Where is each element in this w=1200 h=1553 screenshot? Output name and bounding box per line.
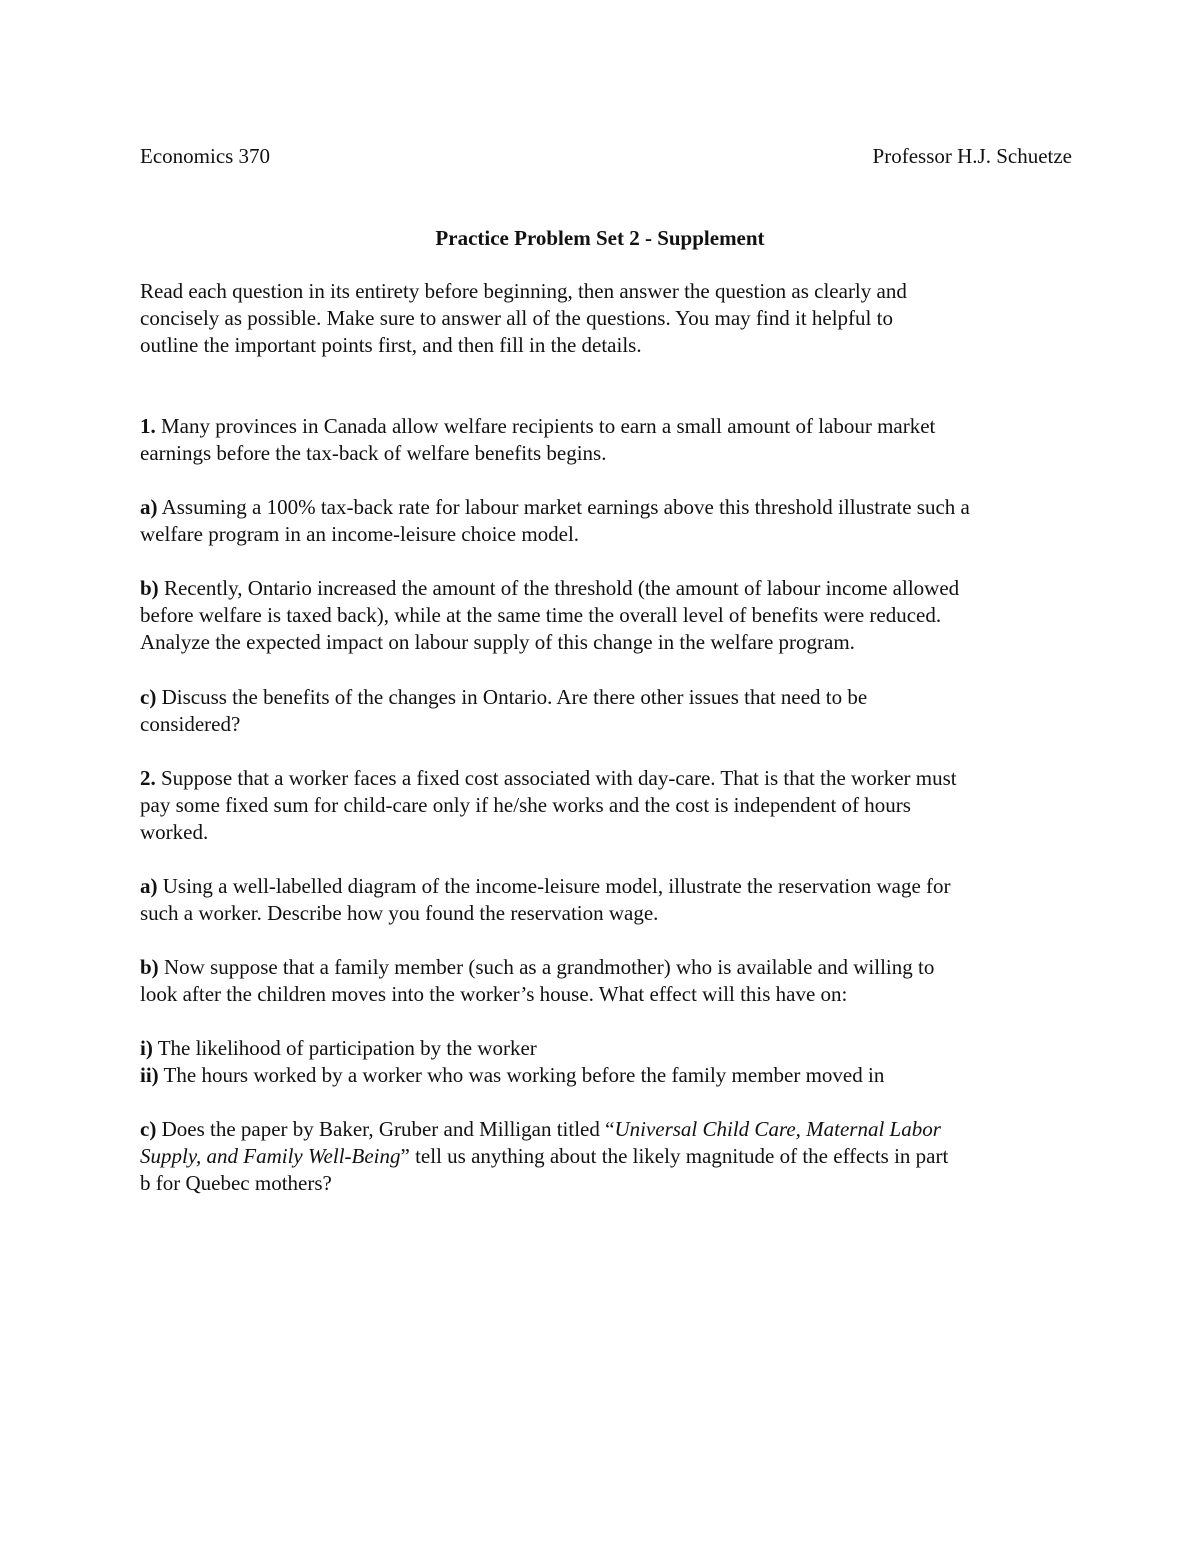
instructions-paragraph (140, 278, 1080, 359)
question-2c-line: b for Quebec mothers? (140, 1171, 332, 1195)
question-2a-text: Using a well-labelled diagram of the income-leisure model, illustrate the reservation wage for (157, 874, 951, 898)
question-2b (140, 954, 1080, 1008)
question-2c-text: ” tell us anything about the likely magnitude of the effects in part (400, 1144, 949, 1168)
question-2a-line: such a worker. Describe how you found the reservation wage. (140, 901, 659, 925)
course-name: Economics 370 (140, 144, 271, 168)
question-1-line: earnings before the tax-back of welfare benefits begins. (140, 441, 607, 465)
question-1a-line (140, 494, 1080, 521)
instructions-line: outline the important points first, and then fill in the details. (140, 333, 642, 357)
question-2c-text: Does the paper by Baker, Gruber and Milligan titled “ (156, 1117, 615, 1141)
question-1c-text: Discuss the benefits of the changes in Ontario. Are there other issues that need to be (156, 685, 868, 709)
question-2-line: worked. (140, 820, 209, 844)
question-2-line: pay some fixed sum for child-care only if he/she works and the cost is independent of hours (140, 793, 911, 817)
instructions-line: Read each question in its entirety before beginning, then answer the question as clearly and (140, 279, 907, 303)
question-1b-label: b) (140, 576, 159, 600)
question-1b-line (140, 575, 1080, 602)
question-1c (140, 684, 1080, 738)
question-1-number: 1. (140, 414, 156, 438)
subpart-ii-label: ii) (140, 1063, 159, 1087)
instructions-line: concisely as possible. Make sure to answer all of the questions. You may find it helpful to (140, 306, 893, 330)
question-2c-line (140, 1143, 1080, 1170)
paper-title-part1: Universal Child Care, Maternal Labor (614, 1117, 941, 1141)
subpart-ii (140, 1062, 1080, 1089)
professor-name: Professor H.J. Schuetze (872, 144, 1072, 168)
question-2b-subparts (140, 1035, 1080, 1089)
question-2-text: Suppose that a worker faces a fixed cost associated with day-care. That is that the worker must (155, 766, 957, 790)
question-1a-label: a) (140, 495, 158, 519)
question-1b (140, 575, 1080, 656)
page-title: Practice Problem Set 2 - Supplement (435, 226, 765, 250)
question-1a-text: Assuming a 100% tax-back rate for labour market earnings above this threshold illustrate such a (157, 495, 970, 519)
question-2a-line (140, 873, 1080, 900)
paper-title-part2: Supply, and Family Well-Being (140, 1144, 401, 1168)
question-2c-line (140, 1116, 1080, 1143)
subpart-i-label: i) (140, 1036, 153, 1060)
question-2-line (140, 765, 1080, 792)
question-2-number: 2. (140, 766, 156, 790)
question-1-line (140, 413, 1080, 440)
question-2 (140, 765, 1080, 846)
question-1a-line: welfare program in an income-leisure choice model. (140, 522, 580, 546)
question-1 (140, 413, 1080, 467)
question-1c-line (140, 684, 1080, 711)
subpart-i (140, 1035, 1080, 1062)
question-1c-line: considered? (140, 712, 241, 736)
question-2a-label: a) (140, 874, 158, 898)
subpart-ii-text: The hours worked by a worker who was working before the family member moved in (158, 1063, 885, 1087)
question-2b-line (140, 954, 1080, 981)
question-1b-line: before welfare is taxed back), while at the same time the overall level of benefits were reduced. (140, 603, 942, 627)
question-2c-label: c) (140, 1117, 157, 1141)
question-1b-line: Analyze the expected impact on labour supply of this change in the welfare program. (140, 630, 855, 654)
question-1-text: Many provinces in Canada allow welfare recipients to earn a small amount of labour market (155, 414, 936, 438)
question-1b-text: Recently, Ontario increased the amount of the threshold (the amount of labour income allowed (158, 576, 960, 600)
question-1c-label: c) (140, 685, 157, 709)
subpart-i-text: The likelihood of participation by the worker (152, 1036, 537, 1060)
question-2b-label: b) (140, 955, 159, 979)
question-2b-text: Now suppose that a family member (such as a grandmother) who is available and willing to (158, 955, 935, 979)
question-2b-line: look after the children moves into the worker’s house. What effect will this have on: (140, 982, 848, 1006)
question-2a (140, 873, 1080, 927)
question-2c (140, 1116, 1080, 1197)
question-1a (140, 494, 1080, 548)
